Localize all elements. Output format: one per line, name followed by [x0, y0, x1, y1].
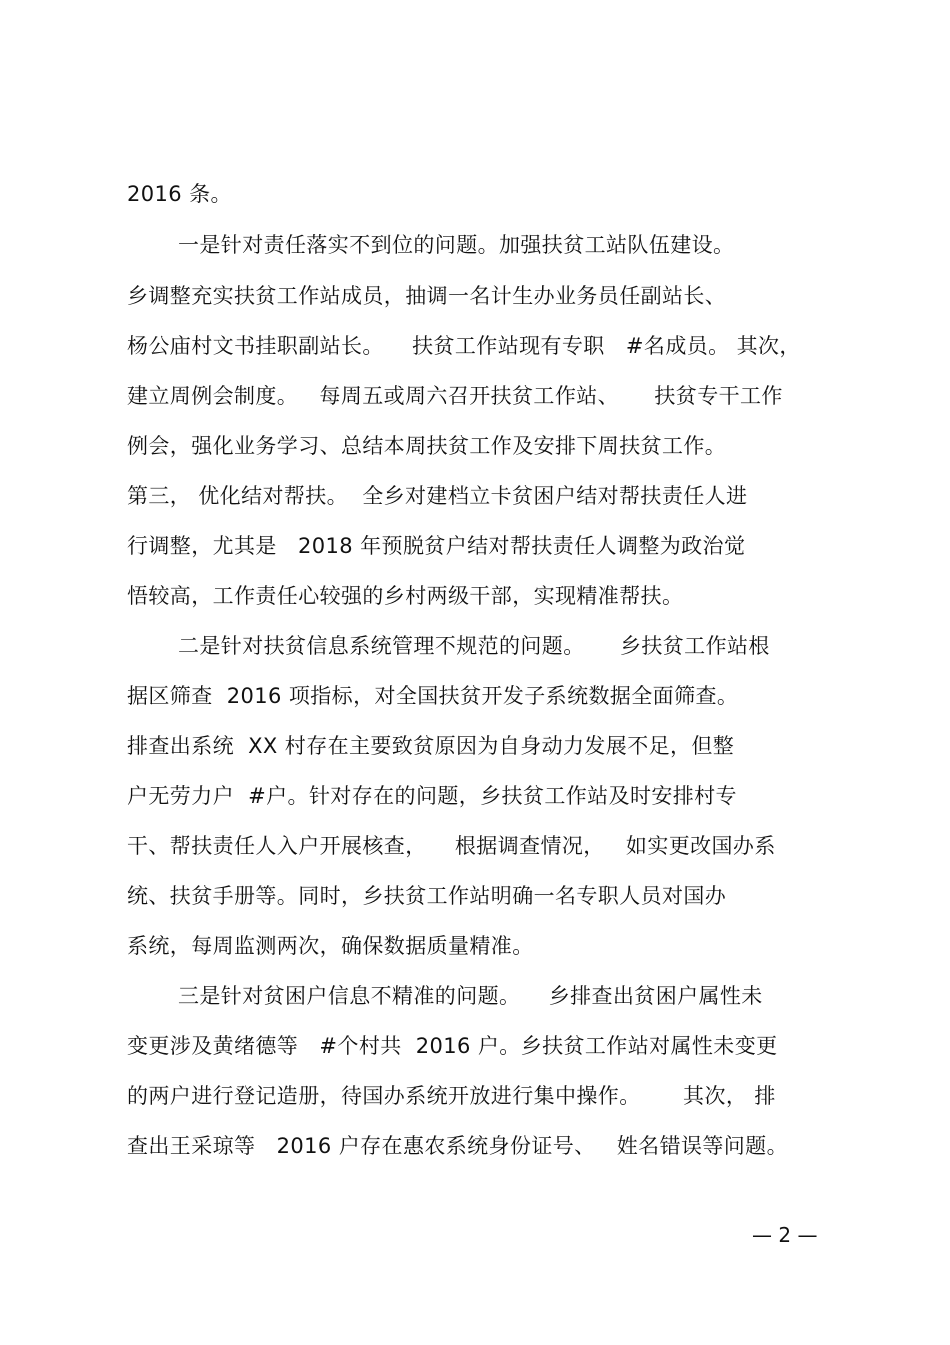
text-line: 杨公庙村文书挂职副站长。 扶贫工作站现有专职 #名成员。 其次， — [127, 334, 801, 358]
page-number: — 2 — — [752, 1223, 818, 1247]
text-line: 的两户进行登记造册，待国办系统开放进行集中操作。 其次， 排 — [127, 1084, 776, 1108]
text-line: 变更涉及黄绪德等 #个村共 2016 户。乡扶贫工作站对属性未变更 — [127, 1034, 778, 1058]
text-line: 悟较高，工作责任心较强的乡村两级干部，实现精准帮扶。 — [127, 584, 684, 608]
text-line: 2016 条。 — [127, 182, 232, 206]
text-line: 行调整，尤其是 2018 年预脱贫户结对帮扶责任人调整为政治觉 — [127, 534, 746, 558]
text-line: 据区筛查 2016 项指标，对全国扶贫开发子系统数据全面筛查。 — [127, 684, 739, 708]
text-line: 系统，每周监测两次，确保数据质量精准。 — [127, 934, 534, 958]
text-line: 查出王采琼等 2016 户存在惠农系统身份证号、 姓名错误等问题。 — [127, 1134, 788, 1158]
text-line: 统、扶贫手册等。同时，乡扶贫工作站明确一名专职人员对国办 — [127, 884, 727, 908]
paragraph-3-start: 三是针对贫困户信息不精准的问题。 乡排查出贫困户属性未 — [178, 984, 763, 1008]
text-line: 建立周例会制度。 每周五或周六召开扶贫工作站、 扶贫专干工作 — [127, 384, 783, 408]
paragraph-1-start: 一是针对责任落实不到位的问题。加强扶贫工站队伍建设。 — [178, 233, 735, 257]
text-line: 户无劳力户 #户。针对存在的问题，乡扶贫工作站及时安排村专 — [127, 784, 737, 808]
text-line: 第三， 优化结对帮扶。 全乡对建档立卡贫困户结对帮扶责任人进 — [127, 484, 748, 508]
text-line: 乡调整充实扶贫工作站成员，抽调一名计生办业务员任副站长、 — [127, 284, 727, 308]
text-line: 例会，强化业务学习、总结本周扶贫工作及安排下周扶贫工作。 — [127, 434, 727, 458]
text-line: 排查出系统 XX 村存在主要致贫原因为自身动力发展不足，但整 — [127, 734, 735, 758]
paragraph-2-start: 二是针对扶贫信息系统管理不规范的问题。 乡扶贫工作站根 — [178, 634, 770, 658]
text-line: 干、帮扶责任人入户开展核查， 根据调查情况， 如实更改国办系 — [127, 834, 776, 858]
